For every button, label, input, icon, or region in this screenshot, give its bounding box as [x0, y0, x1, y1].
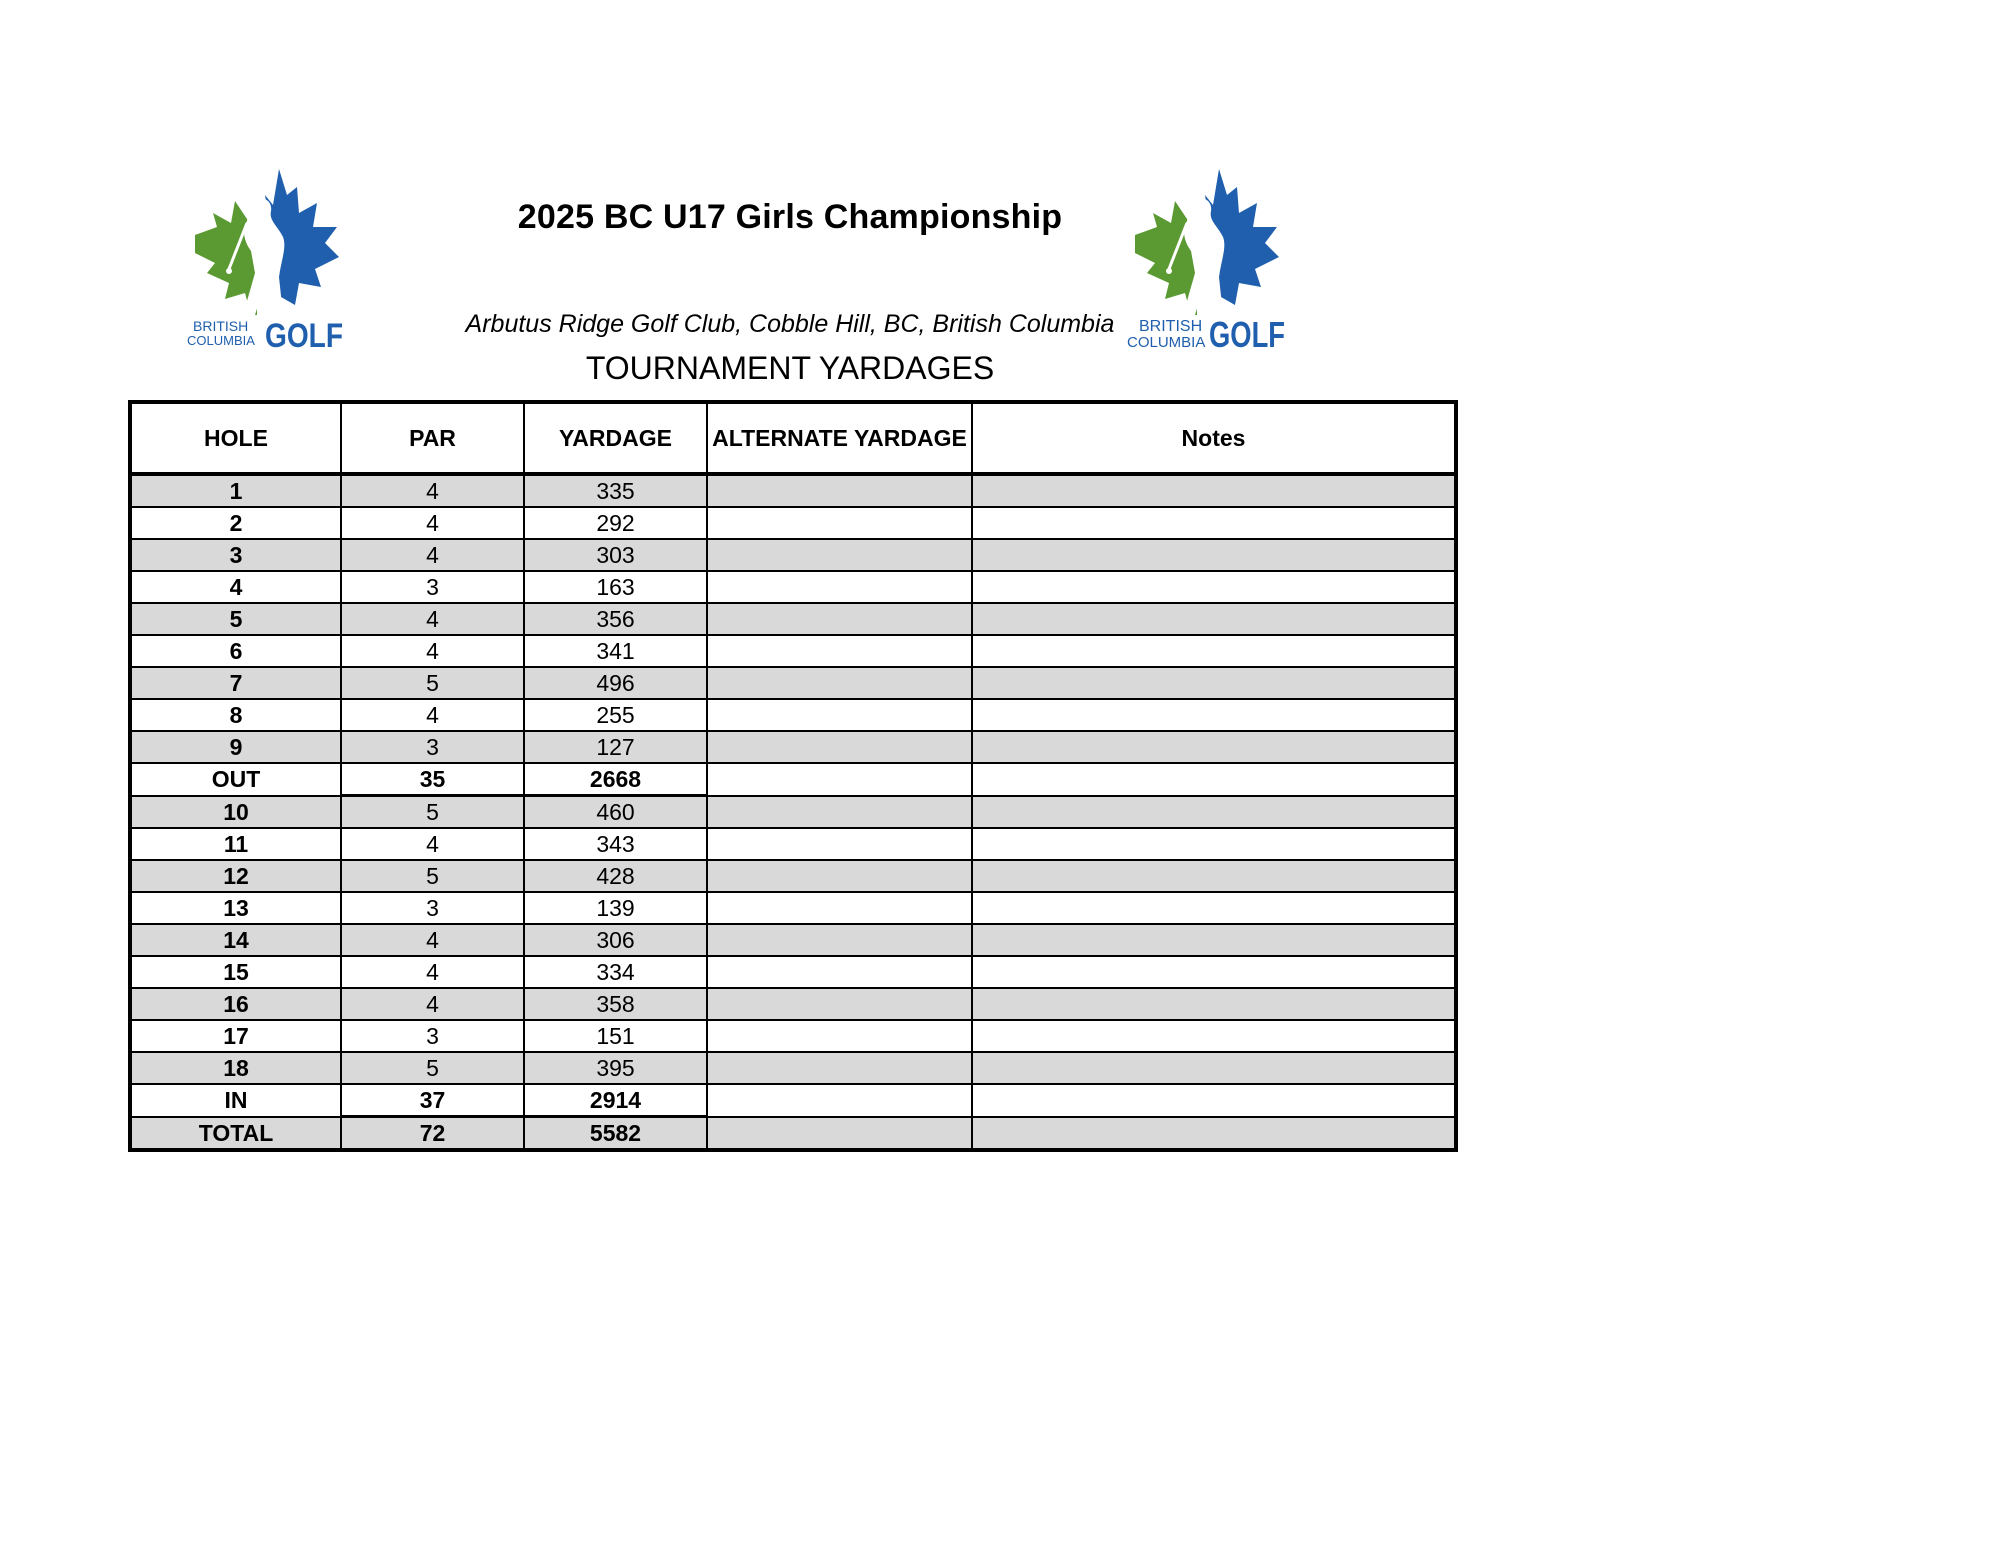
bc-golf-logo-left	[185, 165, 345, 355]
hole-cell: 13	[130, 892, 341, 924]
yardage-cell: 255	[524, 699, 707, 731]
par-cell: 5	[341, 860, 524, 892]
par-cell: 4	[341, 988, 524, 1020]
alternate-yardage-cell	[707, 507, 972, 539]
alternate-yardage-cell	[707, 860, 972, 892]
hole-cell: 6	[130, 635, 341, 667]
alternate-yardage-cell	[707, 924, 972, 956]
logo-wordmark: GOLF	[265, 317, 343, 355]
alternate-yardage-cell	[707, 731, 972, 763]
notes-cell	[972, 892, 1456, 924]
notes-cell	[972, 1117, 1456, 1151]
table-row	[130, 860, 1456, 892]
hole-cell: TOTAL	[130, 1117, 341, 1151]
yardage-cell: 151	[524, 1020, 707, 1052]
notes-cell	[972, 988, 1456, 1020]
par-cell: 37	[341, 1084, 524, 1117]
table-row	[130, 507, 1456, 539]
par-cell: 72	[341, 1117, 524, 1151]
table-row	[130, 796, 1456, 829]
yardage-cell: 334	[524, 956, 707, 988]
alternate-yardage-cell	[707, 571, 972, 603]
par-cell: 3	[341, 731, 524, 763]
alternate-yardage-cell	[707, 1084, 972, 1117]
alternate-yardage-cell	[707, 699, 972, 731]
yardage-cell: 2914	[524, 1084, 707, 1117]
hole-cell: 11	[130, 828, 341, 860]
yardage-cell: 460	[524, 796, 707, 829]
notes-cell	[972, 1020, 1456, 1052]
par-cell: 3	[341, 1020, 524, 1052]
yardage-cell: 306	[524, 924, 707, 956]
document-title: 2025 BC U17 Girls Championship	[517, 198, 1063, 236]
table-row	[130, 635, 1456, 667]
yardage-cell: 395	[524, 1052, 707, 1084]
yardage-cell: 5582	[524, 1117, 707, 1151]
hole-cell: 5	[130, 603, 341, 635]
par-cell: 3	[341, 571, 524, 603]
notes-cell	[972, 699, 1456, 731]
yardage-cell: 163	[524, 571, 707, 603]
table-row	[130, 699, 1456, 731]
table-row	[130, 988, 1456, 1020]
par-cell: 4	[341, 828, 524, 860]
table-row	[130, 1084, 1456, 1117]
notes-cell	[972, 635, 1456, 667]
hole-cell: 16	[130, 988, 341, 1020]
yardage-cell: 127	[524, 731, 707, 763]
notes-cell	[972, 507, 1456, 539]
hole-cell: OUT	[130, 763, 341, 796]
table-body	[130, 474, 1456, 1150]
table-header-row	[130, 402, 1456, 474]
logo-text-line1: BRITISH	[1139, 318, 1203, 335]
table-row	[130, 731, 1456, 763]
par-cell: 4	[341, 507, 524, 539]
par-cell: 4	[341, 924, 524, 956]
table-row	[130, 474, 1456, 507]
yardage-cell: 341	[524, 635, 707, 667]
hole-cell: 9	[130, 731, 341, 763]
table-row	[130, 828, 1456, 860]
hole-cell: 17	[130, 1020, 341, 1052]
yardage-cell: 335	[524, 474, 707, 507]
yardage-cell: 303	[524, 539, 707, 571]
yardage-cell: 356	[524, 603, 707, 635]
par-cell: 4	[341, 956, 524, 988]
hole-cell: 12	[130, 860, 341, 892]
table-row	[130, 539, 1456, 571]
yardage-cell: 428	[524, 860, 707, 892]
alternate-yardage-cell	[707, 1117, 972, 1151]
alternate-yardage-cell	[707, 763, 972, 796]
column-header-notes: Notes	[972, 402, 1456, 474]
table-row	[130, 603, 1456, 635]
notes-cell	[972, 828, 1456, 860]
yardage-cell: 2668	[524, 763, 707, 796]
table-row	[130, 571, 1456, 603]
hole-cell: 14	[130, 924, 341, 956]
table-row	[130, 667, 1456, 699]
alternate-yardage-cell	[707, 1052, 972, 1084]
notes-cell	[972, 731, 1456, 763]
par-cell: 5	[341, 796, 524, 829]
yardage-cell: 358	[524, 988, 707, 1020]
column-header-yardage: YARDAGE	[524, 402, 707, 474]
notes-cell	[972, 956, 1456, 988]
section-title: TOURNAMENT YARDAGES	[585, 350, 995, 386]
notes-cell	[972, 603, 1456, 635]
hole-cell: 18	[130, 1052, 341, 1084]
alternate-yardage-cell	[707, 892, 972, 924]
column-header-hole: HOLE	[130, 402, 341, 474]
hole-cell: 2	[130, 507, 341, 539]
logo-text-line2: COLUMBIA	[1127, 334, 1206, 351]
par-cell: 4	[341, 603, 524, 635]
hole-cell: 4	[130, 571, 341, 603]
notes-cell	[972, 1052, 1456, 1084]
logo-wordmark: GOLF	[1209, 314, 1285, 355]
alternate-yardage-cell	[707, 956, 972, 988]
hole-cell: IN	[130, 1084, 341, 1117]
yardage-cell: 292	[524, 507, 707, 539]
notes-cell	[972, 924, 1456, 956]
table-row	[130, 924, 1456, 956]
hole-cell: 1	[130, 474, 341, 507]
alternate-yardage-cell	[707, 667, 972, 699]
par-cell: 35	[341, 763, 524, 796]
table-row	[130, 892, 1456, 924]
yardage-cell: 343	[524, 828, 707, 860]
table-row	[130, 1052, 1456, 1084]
par-cell: 3	[341, 892, 524, 924]
par-cell: 4	[341, 539, 524, 571]
table-row	[130, 956, 1456, 988]
notes-cell	[972, 539, 1456, 571]
alternate-yardage-cell	[707, 635, 972, 667]
par-cell: 4	[341, 635, 524, 667]
hole-cell: 15	[130, 956, 341, 988]
table-row	[130, 1020, 1456, 1052]
alternate-yardage-cell	[707, 1020, 972, 1052]
alternate-yardage-cell	[707, 828, 972, 860]
alternate-yardage-cell	[707, 796, 972, 829]
par-cell: 5	[341, 1052, 524, 1084]
column-header-alternate-yardage: ALTERNATE YARDAGE	[707, 402, 972, 474]
hole-cell: 8	[130, 699, 341, 731]
notes-cell	[972, 571, 1456, 603]
hole-cell: 7	[130, 667, 341, 699]
notes-cell	[972, 763, 1456, 796]
yardage-cell: 496	[524, 667, 707, 699]
yardage-cell: 139	[524, 892, 707, 924]
logo-text-line1: BRITISH	[193, 318, 249, 334]
notes-cell	[972, 860, 1456, 892]
alternate-yardage-cell	[707, 603, 972, 635]
table-row	[130, 1117, 1456, 1151]
par-cell: 4	[341, 699, 524, 731]
table-row	[130, 763, 1456, 796]
column-header-par: PAR	[341, 402, 524, 474]
hole-cell: 3	[130, 539, 341, 571]
notes-cell	[972, 1084, 1456, 1117]
par-cell: 4	[341, 474, 524, 507]
notes-cell	[972, 667, 1456, 699]
maple-leaf-golfer-icon	[185, 165, 345, 355]
venue-subtitle: Arbutus Ridge Golf Club, Cobble Hill, BC, British Columbia	[465, 310, 1115, 338]
notes-cell	[972, 796, 1456, 829]
alternate-yardage-cell	[707, 474, 972, 507]
yardage-table	[128, 400, 1458, 1152]
par-cell: 5	[341, 667, 524, 699]
logo-text-line2: COLUMBIA	[187, 333, 255, 348]
alternate-yardage-cell	[707, 539, 972, 571]
hole-cell: 10	[130, 796, 341, 829]
notes-cell	[972, 474, 1456, 507]
alternate-yardage-cell	[707, 988, 972, 1020]
